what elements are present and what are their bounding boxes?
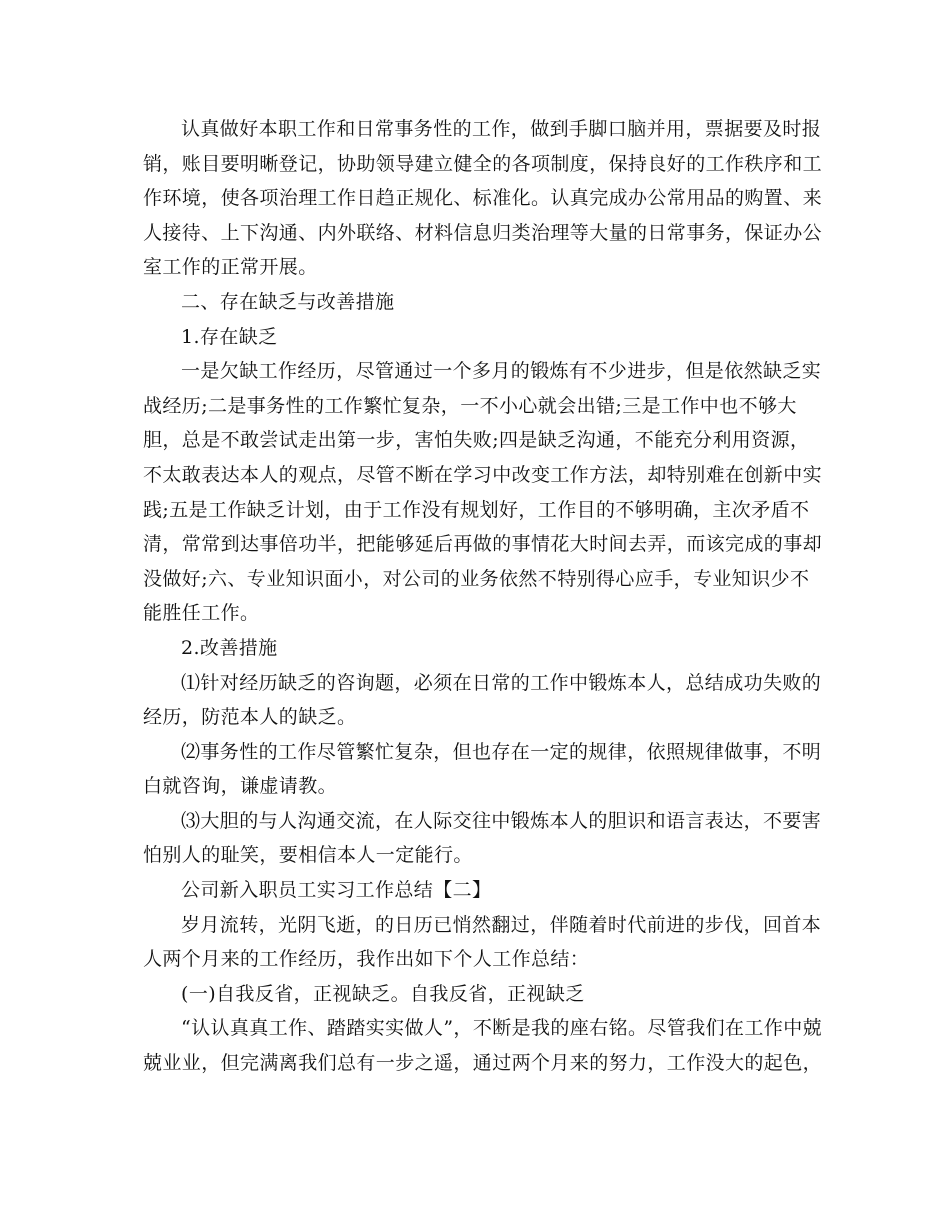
document-body bbox=[143, 112, 823, 1081]
paragraph-motto: “认认真真工作、踏踏实实做人”，不断是我的座右铭。尽管我们在工作中兢兢业业，但完满离我们总有一步之遥，通过两个月来的努力，工作没大的起色， bbox=[143, 1017, 823, 1075]
paragraph-shortcomings-list: 一是欠缺工作经历，尽管通过一个多月的锻炼有不少进步，但是依然缺乏实战经历;二是事务性的工作繁忙复杂，一不小心就会出错;三是工作中也不够大胆，总是不敢尝试走出第一步，害怕失败;四是缺乏沟通，不能充分利用资源，不太敢表达本人的观点，尽管不断在学习中改变工作方法，却特别难在创新中实践;五是工作缺乏计划，由于工作没有规划好，工作目的不够明确，主次矛盾不清，常常到达事倍功半，把能够延后再做的事情花大时间去弄，而该完成的事却没做好;六、专业知识面小，对公司的业务依然不特别得心应手，专业知识少不能胜任工作。 bbox=[143, 360, 823, 625]
subheading-improvements: 2.改善措施 bbox=[181, 636, 278, 659]
paragraph-improvement-2: ⑵事务性的工作尽管繁忙复杂，但也存在一定的规律，依照规律做事，不明白就咨询，谦虚请教。 bbox=[143, 740, 822, 798]
paragraph-improvement-3: ⑶大胆的与人沟通交流，在人际交往中锻炼本人的胆识和语言表达，不要害怕别人的耻笑，要相信本人一定能行。 bbox=[143, 809, 822, 867]
subheading-self-reflection: (一)自我反省，正视缺乏。自我反省，正视缺乏 bbox=[181, 982, 585, 1005]
section-heading-shortcomings: 二、存在缺乏与改善措施 bbox=[181, 290, 395, 313]
paragraph-improvement-1: ⑴针对经历缺乏的咨询题，必须在日常的工作中锻炼本人，总结成功失败的经历，防范本人的缺乏。 bbox=[143, 671, 822, 729]
subheading-shortcomings: 1.存在缺乏 bbox=[181, 325, 278, 348]
paragraph-summary-intro: 岁月流转，光阴飞逝，的日历已悄然翻过，伴随着时代前进的步伐，回首本人两个月来的工作经历，我作出如下个人工作总结： bbox=[143, 913, 822, 971]
paragraph-daily-work: 认真做好本职工作和日常事务性的工作，做到手脚口脑并用，票据要及时报销，账目要明晰登记，协助领导建立健全的各项制度，保持良好的工作秩序和工作环境，使各项治理工作日趋正规化、标准化。认真完成办公常用品的购置、来人接待、上下沟通、内外联络、材料信息归类治理等大量的日常事务，保证办公室工作的正常开展。 bbox=[143, 118, 823, 279]
section-title-summary-two: 公司新入职员工实习工作总结【二】 bbox=[181, 879, 492, 902]
